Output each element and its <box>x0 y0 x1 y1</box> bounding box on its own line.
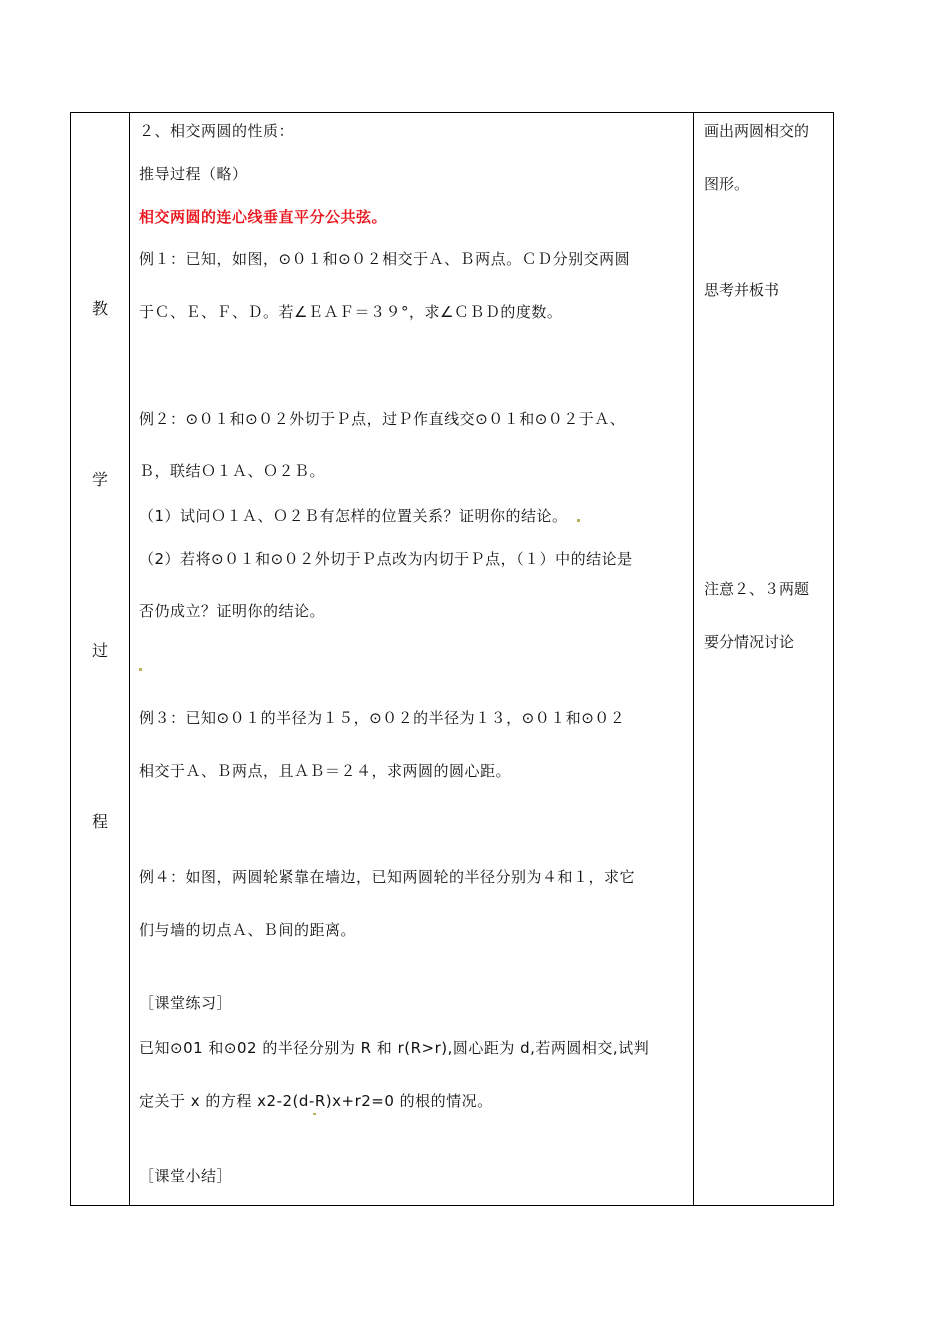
example-3-line-1: 例３：已知⊙０１的半径为１５，⊙０２的半径为１３，⊙０１和⊙０２ <box>139 709 626 727</box>
summary-heading: ［课堂小结］ <box>139 1167 233 1185</box>
example-4-line-2: 们与墙的切点Ａ、Ｂ间的距离。 <box>139 921 357 939</box>
note-1-line-2: 图形。 <box>704 175 750 193</box>
note-2: 思考并板书 <box>704 281 780 299</box>
practice-line-2: 定关于 x 的方程 x2-2(d-R)x+r2=0 的根的情况。 <box>139 1092 493 1110</box>
example-4-line-1: 例４：如图，两圆轮紧靠在墙边，已知两圆轮的半径分别为４和１，求它 <box>139 868 636 886</box>
example-1-line-2: 于Ｃ、Ｅ、Ｆ、Ｄ。若∠ＥＡＦ＝３９°，求∠ＣＢＤ的度数。 <box>139 303 563 321</box>
notes-column <box>694 113 834 1206</box>
practice-line-1: 已知⊙01 和⊙02 的半径分别为 R 和 r(R>r),圆心距为 d,若两圆相交,试判 <box>139 1039 650 1057</box>
content-column <box>130 113 694 1206</box>
derivation-note: 推导过程（略） <box>139 165 248 183</box>
example-3-line-2: 相交于Ａ、Ｂ两点，且ＡＢ＝２４，求两圆的圆心距。 <box>139 762 512 780</box>
example-2-line-2: Ｂ，联结Ｏ１Ａ、Ｏ２Ｂ。 <box>139 462 326 480</box>
scan-mark <box>577 519 580 522</box>
section-title: ２、相交两圆的性质： <box>139 122 295 140</box>
example-2-line-5: 否仍成立？证明你的结论。 <box>139 602 326 620</box>
stage-column <box>71 113 130 1206</box>
note-1-line-1: 画出两圆相交的 <box>704 122 810 140</box>
example-2-line-4: （2）若将⊙０１和⊙０２外切于Ｐ点改为内切于Ｐ点，（１）中的结论是 <box>139 550 633 568</box>
note-3-line-2: 要分情况讨论 <box>704 633 795 651</box>
practice-heading: ［课堂练习］ <box>139 994 233 1012</box>
example-2-line-3: （1）试问Ｏ１Ａ、Ｏ２Ｂ有怎样的位置关系？证明你的结论。 <box>139 507 568 525</box>
stage-char-3: 过 <box>91 641 108 660</box>
lesson-table <box>70 112 834 1206</box>
theorem-statement: 相交两圆的连心线垂直平分公共弦。 <box>139 208 388 226</box>
stage-char-1: 教 <box>91 299 108 318</box>
note-3-line-1: 注意２、３两题 <box>704 580 810 598</box>
example-2-line-1: 例２：⊙０１和⊙０２外切于Ｐ点，过Ｐ作直线交⊙０１和⊙０２于Ａ、 <box>139 410 626 428</box>
scan-mark <box>313 1113 316 1115</box>
example-1-line-1: 例１：已知，如图，⊙０１和⊙０２相交于Ａ、Ｂ两点。ＣＤ分别交两圆 <box>139 250 631 268</box>
stage-char-4: 程 <box>91 812 108 831</box>
stage-char-2: 学 <box>91 470 108 489</box>
scan-mark <box>139 668 142 671</box>
